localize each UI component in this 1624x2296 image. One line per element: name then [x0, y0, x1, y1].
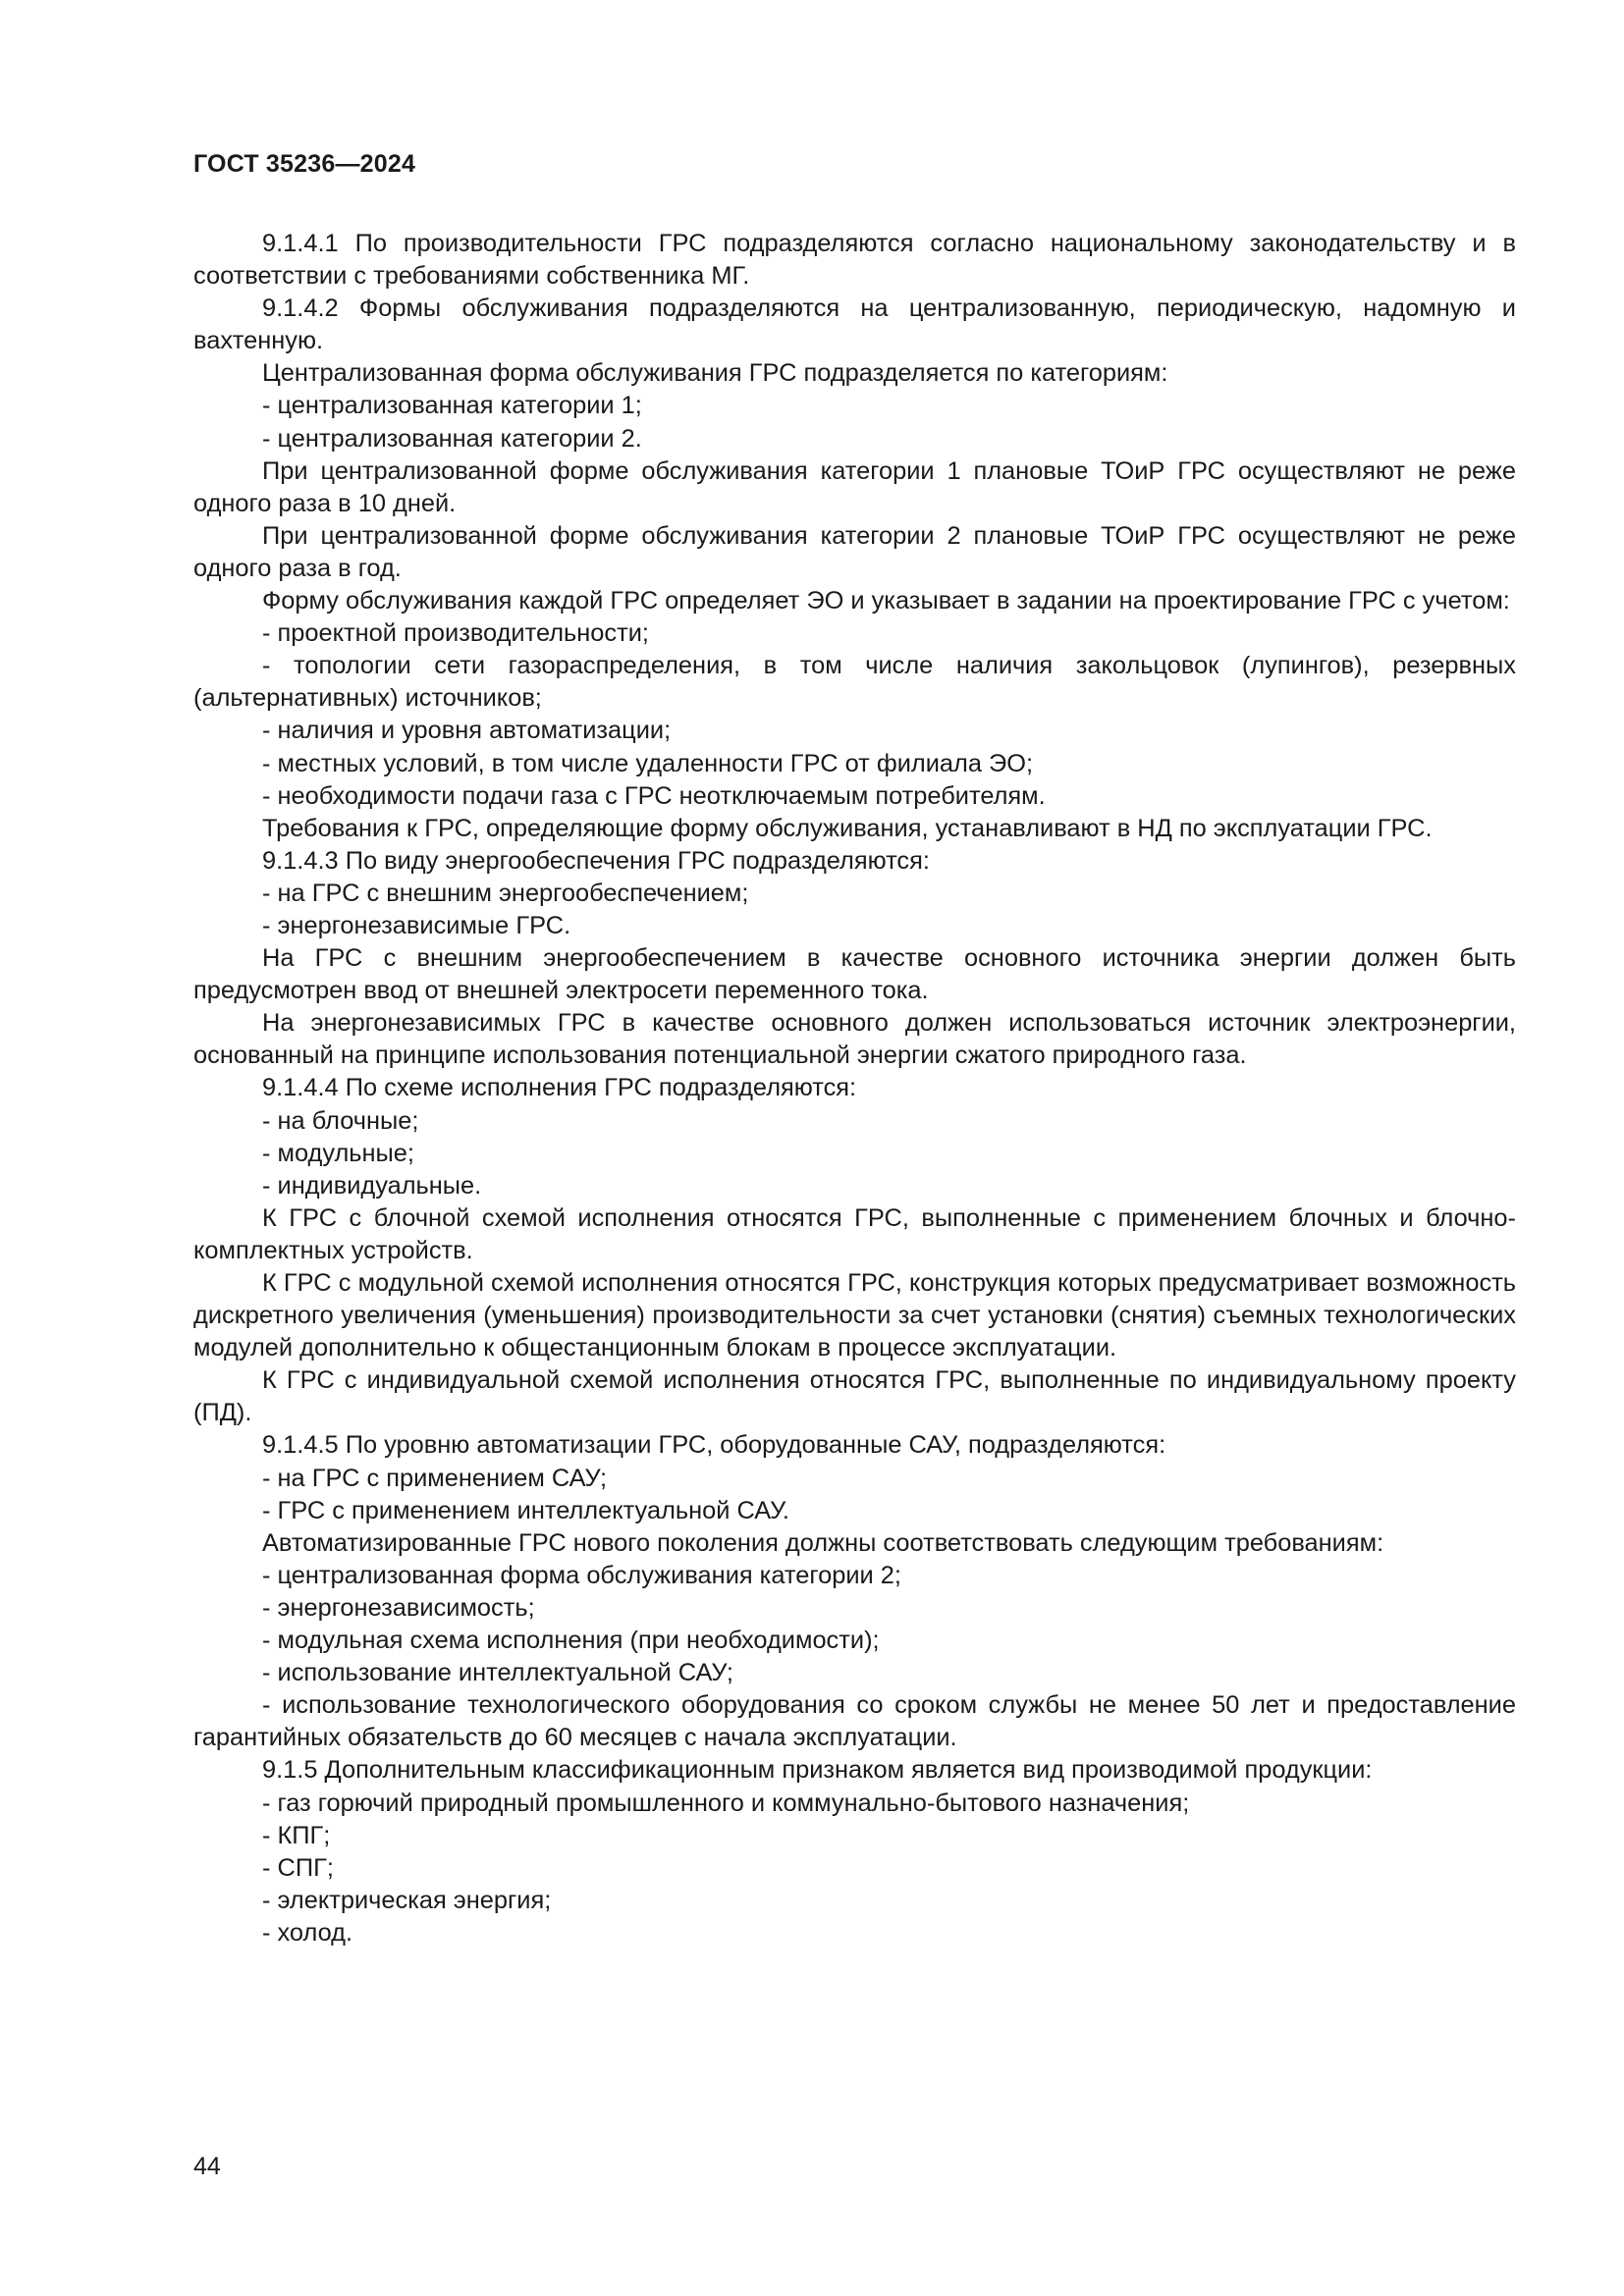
- paragraph: При централизованной форме обслуживания категории 1 плановые ТОиР ГРС осуществляют не реже одного раза в 10 дней.: [193, 456, 1516, 517]
- list-item: - СПГ;: [262, 1853, 334, 1882]
- paragraph: 9.1.4.2 Формы обслуживания подразделяются на централизованную, периодическую, надомную и вахтенную.: [193, 294, 1516, 355]
- paragraph: При централизованной форме обслуживания категории 2 плановые ТОиР ГРС осуществляют не реже одного раза в год.: [193, 521, 1516, 582]
- paragraph: На энергонезависимых ГРС в качестве основного должен использоваться источник электроэнергии, основанный на принципе использования потенциальной энергии сжатого природного газа.: [193, 1009, 1516, 1070]
- list-item: - энергонезависимые ГРС.: [262, 911, 571, 939]
- paragraph: 9.1.4.3 По виду энергообеспечения ГРС подразделяются:: [262, 846, 930, 875]
- list-item: - проектной производительности;: [262, 619, 649, 648]
- document-header: ГОСТ 35236—2024: [193, 150, 416, 178]
- list-item: - централизованная категории 2.: [262, 424, 642, 453]
- paragraph: К ГРС с блочной схемой исполнения относятся ГРС, выполненные с применением блочных и блочно-комплектных устройств.: [193, 1203, 1516, 1264]
- list-item: - на ГРС с внешним энергообеспечением;: [262, 879, 749, 907]
- list-item: - необходимости подачи газа с ГРС неотключаемым потребителям.: [262, 781, 1046, 810]
- list-item: - газ горючий природный промышленного и коммунально-бытового назначения;: [262, 1789, 1190, 1817]
- list-item: - наличия и уровня автоматизации;: [262, 717, 672, 745]
- list-item: - энергонезависимость;: [262, 1593, 535, 1622]
- page-number: 44: [193, 2153, 221, 2180]
- list-item: - КПГ;: [262, 1821, 331, 1849]
- paragraph: - использование технологического оборудования со сроком службы не менее 50 лет и предоставление гарантийных обязательств до 60 месяцев с начала эксплуатации.: [193, 1691, 1516, 1752]
- list-item: - холод.: [262, 1918, 353, 1947]
- paragraph: 9.1.4.5 По уровню автоматизации ГРС, оборудованные САУ, подразделяются:: [262, 1431, 1166, 1460]
- list-item: - индивидуальные.: [262, 1171, 482, 1200]
- list-item: - на блочные;: [262, 1106, 419, 1135]
- paragraph: На ГРС с внешним энергообеспечением в качестве основного источника энергии должен быть предусмотрен ввод от внешней электросети переменного тока.: [193, 944, 1516, 1005]
- list-item: - на ГРС с применением САУ;: [262, 1464, 608, 1492]
- paragraph: Форму обслуживания каждой ГРС определяет ЭО и указывает в задании на проектирование ГРС с учетом:: [262, 587, 1510, 615]
- list-item: - модульные;: [262, 1139, 414, 1167]
- paragraph: - топологии сети газораспределения, в том числе наличия закольцовок (лупингов), резервных (альтернативных) источников;: [193, 652, 1516, 713]
- paragraph: Требования к ГРС, определяющие форму обслуживания, устанавливают в НД по эксплуатации ГРС.: [262, 814, 1433, 842]
- list-item: - электрическая энергия;: [262, 1886, 552, 1914]
- list-item: - модульная схема исполнения (при необходимости);: [262, 1627, 880, 1655]
- paragraph: 9.1.4.4 По схеме исполнения ГРС подразделяются:: [262, 1074, 857, 1102]
- list-item: - использование интеллектуальной САУ;: [262, 1659, 733, 1687]
- paragraph: 9.1.4.1 По производительности ГРС подразделяются согласно национальному законодательству и в соответствии с требованиями собственника МГ.: [193, 230, 1516, 291]
- document-body: [193, 228, 1516, 1949]
- paragraph: К ГРС с индивидуальной схемой исполнения относятся ГРС, выполненные по индивидуальному проекту (ПД).: [193, 1366, 1516, 1427]
- paragraph: Автоматизированные ГРС нового поколения должны соответствовать следующим требованиям:: [262, 1528, 1384, 1557]
- list-item: - централизованная категории 1;: [262, 392, 642, 420]
- list-item: - централизованная форма обслуживания категории 2;: [262, 1561, 901, 1589]
- paragraph: К ГРС с модульной схемой исполнения относятся ГРС, конструкция которых предусматривает возможность дискретного увеличения (уменьшения) производительности за счет установки (снятия) съемных технологических модулей дополнительно к общестанционным блокам в процессе эксплуатации.: [193, 1269, 1516, 1362]
- paragraph: Централизованная форма обслуживания ГРС подразделяется по категориям:: [262, 359, 1168, 388]
- paragraph: 9.1.5 Дополнительным классификационным признаком является вид производимой продукции:: [262, 1756, 1373, 1785]
- list-item: - местных условий, в том числе удаленности ГРС от филиала ЭО;: [262, 749, 1034, 777]
- list-item: - ГРС с применением интеллектуальной САУ.: [262, 1496, 789, 1524]
